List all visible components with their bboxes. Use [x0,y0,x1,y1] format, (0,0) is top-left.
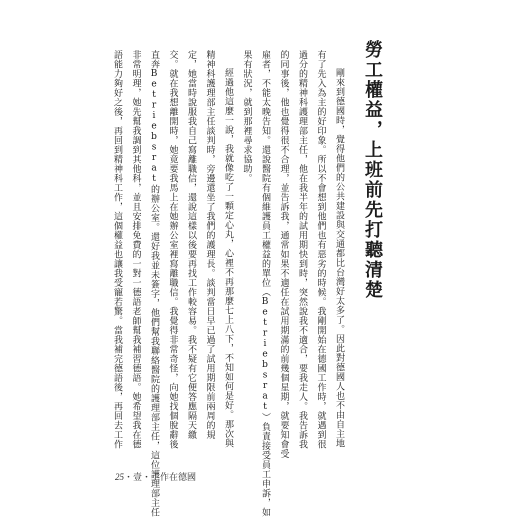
text-column: 過分的精神科護理部主任，他在我半年的試用期快到時，突然說我不適合，要我走人。我告訴我 [297,50,307,449]
text-column: 經過他這麼一說，我就像吃了一顆定心丸，心裡不再那麼七上八下，不知如何是好。那次與 [223,68,233,448]
text-column: 有了先入為主的好印象。所以不會想到他們也有惡劣的時候。我剛開始在德國工作時，就遇到很 [315,50,326,449]
text-column: 雇者，不能太晚告知。還說醫院有個維護員工權益的單位（Betriebsrat）負責接受員工申訴，如 [260,50,270,517]
text-column: 直奔Betriebsrat的辦公室。還好我並未簽字，他們幫我聯絡醫院的護理部主任，這位護理部主任 [149,50,159,517]
text-column: 交。就在我想離開時，她竟要我馬上在她辦公室裡寫離職信。我覺得非常奇怪，向她找個脫辭後 [167,50,178,449]
text-column: 剛來到德國時，覺得他們的公共建設與交通都比台灣好太多了。因此對德國人也不由自主地 [334,68,344,448]
text-column: 非常明理，她先幫我調到其他科，並且安排免費的一對一德語老師幫我補習德語。她希望我在德 [130,50,141,449]
page-title: 勞工權益，上班前先打聽清楚 [362,40,383,300]
text-column: 精神科護理部主任談判時，旁邊還坐了我們的護理長。談判當日早已過了試用期限前兩周的規 [204,50,215,440]
page-number: 25 [115,472,124,482]
text-column: 定，她當時說服我自己寫離職信，還說這樣以後要再找工作較容易。我不疑有它便答應隔天繳 [186,50,196,440]
text-column: 的同事後，他也覺得很不合理，並告訴我，通常如果不適任在試用期滿的前幾個星期，就要知會受 [278,50,289,459]
text-column: 語能力夠好之後，再回到精神科工作，這個權益也讓我受寵若驚。當我補完德語後，再回去工作 [112,50,122,449]
page-footer [115,470,196,483]
section-label: ・壹・工作在德國 [124,473,197,483]
text-column: 果有狀況，就到那裡尋求協助。 [241,50,252,183]
